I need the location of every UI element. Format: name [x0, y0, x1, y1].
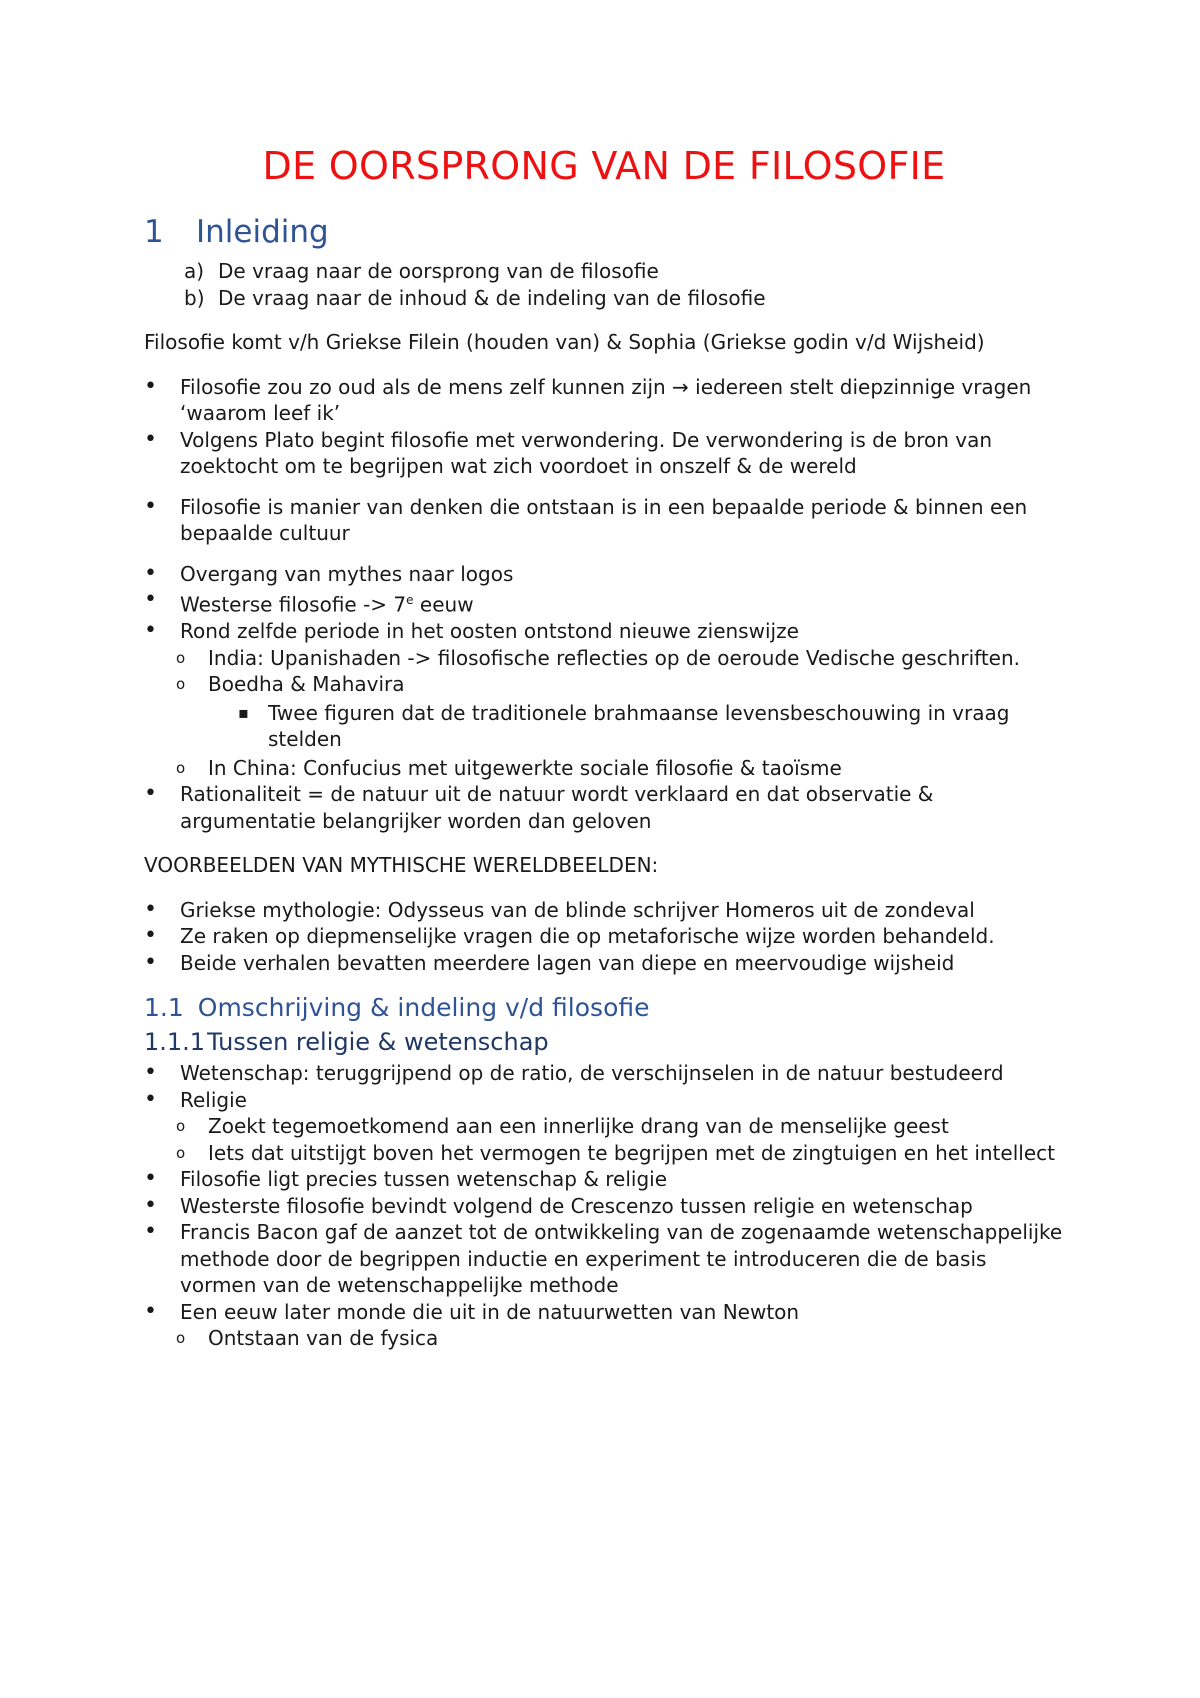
sub-list-item: [172, 671, 1064, 753]
list-item-text: Rond zelfde periode in het oosten ontstond nieuwe zienswijze: [180, 619, 799, 644]
sub-list: [144, 1325, 1064, 1352]
list-item: • Francis Bacon gaf de aanzet tot de ontwikkeling van de zogenaamde wetenschappelijke methode door de begrippen inductie en experiment te introduceren die de basis vormen van de wetenschappelijke methode: [144, 1219, 1064, 1299]
sub-list: [144, 1113, 1064, 1166]
document-page: [144, 140, 1064, 1352]
heading-inleiding: [144, 212, 1064, 252]
document-title: DE OORSPRONG VAN DE FILOSOFIE: [262, 144, 946, 188]
list-item: • Beide verhalen bevatten meerdere lagen van diepe en meervoudige wijsheid: [144, 950, 1064, 977]
bullet-list: [144, 1060, 1064, 1352]
bullet-list: [144, 561, 1064, 835]
list-marker: a): [184, 259, 205, 283]
heading-text: Omschrijving & indeling v/d filosofie: [197, 993, 650, 1023]
bullet-list: [144, 494, 1064, 547]
heading-number: 1.1: [144, 993, 184, 1023]
heading-text: Tussen religie & wetenschap: [207, 1028, 549, 1057]
sub-sub-list: [208, 700, 1064, 753]
sub-list: [144, 645, 1064, 782]
bullet-list: [144, 374, 1064, 480]
voorbeelden-heading: VOORBEELDEN VAN MYTHISCHE WERELDBEELDEN:: [144, 853, 659, 878]
sub-list-item: o Iets dat uitstijgt boven het vermogen te begrijpen met de zingtuigen en het intellect: [172, 1140, 1064, 1167]
sub-list-item: o In China: Confucius met uitgewerkte sociale filosofie & taoïsme: [172, 755, 1064, 782]
list-item: [144, 1299, 1064, 1352]
list-item: • Filosofie ligt precies tussen wetenschap & religie: [144, 1166, 1064, 1193]
list-item: [144, 1087, 1064, 1167]
list-item: [144, 618, 1064, 781]
list-item: • Filosofie zou zo oud als de mens zelf kunnen zijn → iedereen stelt diepzinnige vragen ‘waarom leef ik’: [144, 374, 1064, 427]
heading-omschrijving: [144, 992, 1064, 1024]
etymology-paragraph: Filosofie komt v/h Griekse Filein (houden van) & Sophia (Griekse godin v/d Wijsheid): [144, 330, 985, 354]
list-item-text: Westerse filosofie -> 7: [180, 592, 407, 617]
sub-list-item: o Ontstaan van de fysica: [172, 1325, 1064, 1352]
list-item: • Overgang van mythes naar logos: [144, 561, 1064, 588]
list-item-text: Een eeuw later monde die uit in de natuurwetten van Newton: [180, 1299, 800, 1324]
intro-list: [144, 258, 1064, 311]
list-item: • Westerste filosofie bevindt volgend de Crescenzo tussen religie en wetenschap: [144, 1193, 1064, 1220]
sub-sub-list-item: ▪ Twee figuren dat de traditionele brahmaanse levensbeschouwing in vraag stelden: [236, 700, 1064, 753]
list-item-text: De vraag naar de oorsprong van de filosofie: [218, 259, 659, 283]
heading-number: 1.1.1: [144, 1028, 206, 1057]
list-item: • Ze raken op diepmenselijke vragen die op metaforische wijze worden behandeld.: [144, 923, 1064, 950]
list-item-text: Boedha & Mahavira: [208, 672, 405, 697]
heading-number: 1: [144, 214, 164, 250]
list-item: • Filosofie is manier van denken die ontstaan is in een bepaalde periode & binnen een bepaalde cultuur: [144, 494, 1064, 547]
list-item-text: eeuw: [413, 592, 474, 617]
list-item-text: De vraag naar de inhoud & de indeling van de filosofie: [218, 285, 766, 310]
list-item: [144, 258, 1064, 285]
list-marker: b): [184, 285, 205, 310]
list-item: [144, 587, 1064, 618]
list-item-text: Religie: [180, 1087, 247, 1112]
heading-religie-wetenschap: [144, 1026, 1064, 1058]
list-item: • Rationaliteit = de natuur uit de natuur wordt verklaard en dat observatie & argumentatie belangrijker worden dan geloven: [144, 781, 1064, 834]
bullet-list: [144, 897, 1064, 977]
list-item: • Griekse mythologie: Odysseus van de blinde schrijver Homeros uit de zondeval: [144, 897, 1064, 924]
sub-list-item: o India: Upanishaden -> filosofische reflecties op de oeroude Vedische geschriften.: [172, 645, 1064, 672]
sub-list-item: o Zoekt tegemoetkomend aan een innerlijke drang van de menselijke geest: [172, 1113, 1064, 1140]
heading-text: Inleiding: [196, 214, 329, 250]
list-item: [144, 285, 1064, 312]
superscript: e: [406, 593, 414, 607]
list-item: • Volgens Plato begint filosofie met verwondering. De verwondering is de bron van zoektocht om te begrijpen wat zich voordoet in onszelf & de wereld: [144, 427, 1064, 480]
list-item: • Wetenschap: teruggrijpend op de ratio, de verschijnselen in de natuur bestudeerd: [144, 1060, 1064, 1087]
